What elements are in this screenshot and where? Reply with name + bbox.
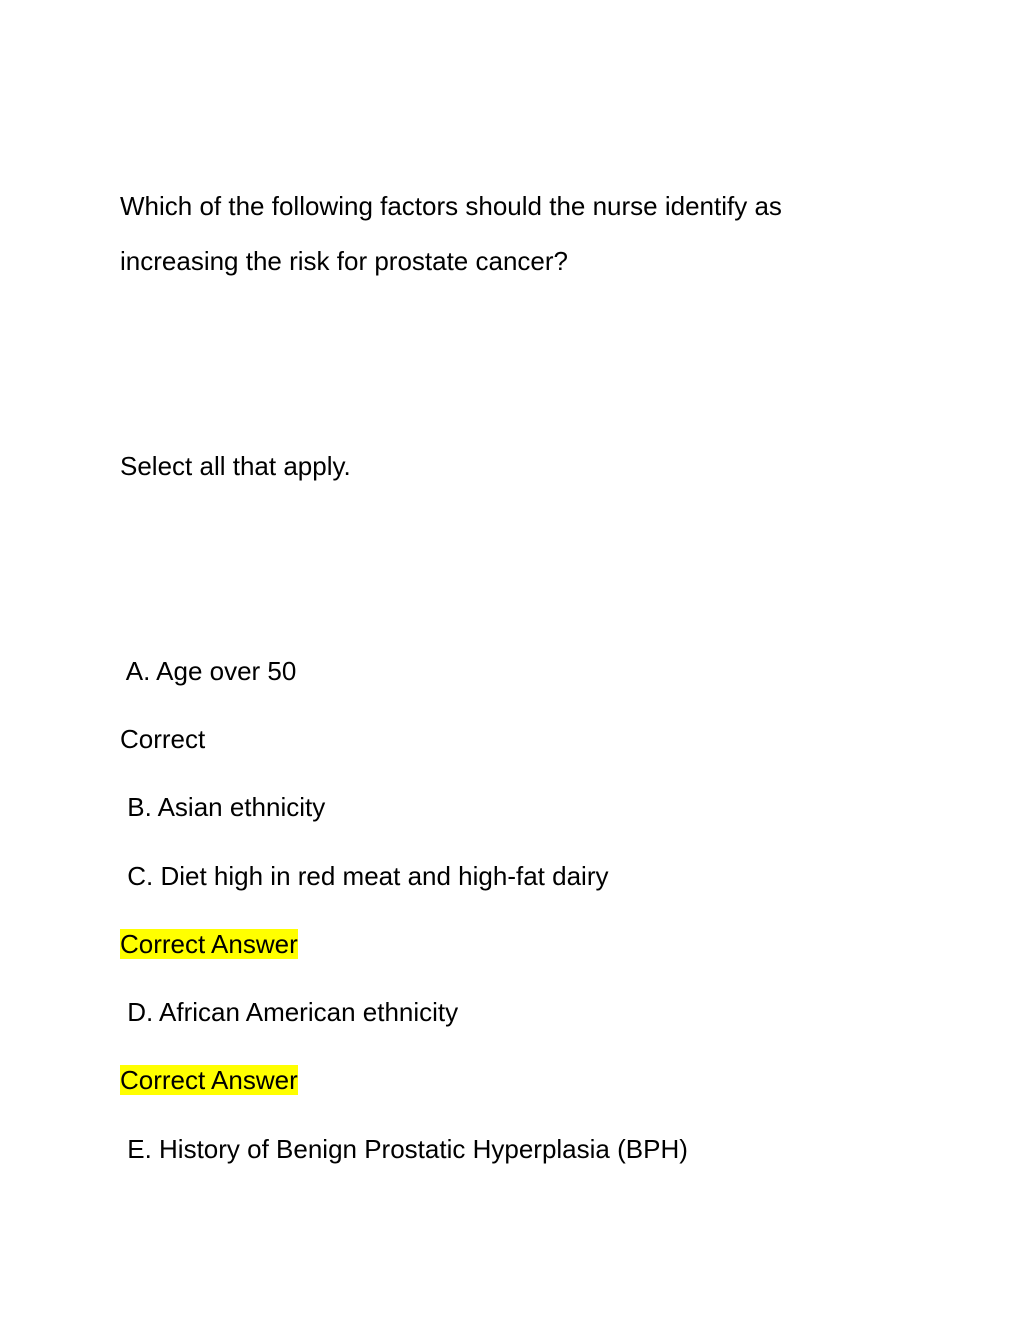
correct-answer-highlight: Correct Answer: [120, 1065, 298, 1095]
option-c-feedback: [120, 926, 298, 962]
option-c: C. Diet high in red meat and high-fat dairy: [120, 861, 609, 891]
instruction-text: Select all that apply.: [120, 451, 351, 481]
option-d-feedback: [120, 1062, 298, 1098]
option-e: E. History of Benign Prostatic Hyperplasia (BPH): [120, 1134, 688, 1164]
option-d: D. African American ethnicity: [120, 997, 459, 1027]
option-a-feedback: Correct: [120, 724, 206, 754]
option-b: B. Asian ethnicity: [120, 792, 326, 822]
option-a: A. Age over 50: [120, 656, 297, 686]
correct-answer-highlight: Correct Answer: [120, 929, 298, 959]
question-line-2: increasing the risk for prostate cancer?: [120, 246, 568, 276]
question-line-1: Which of the following factors should the nurse identify as: [120, 191, 782, 221]
